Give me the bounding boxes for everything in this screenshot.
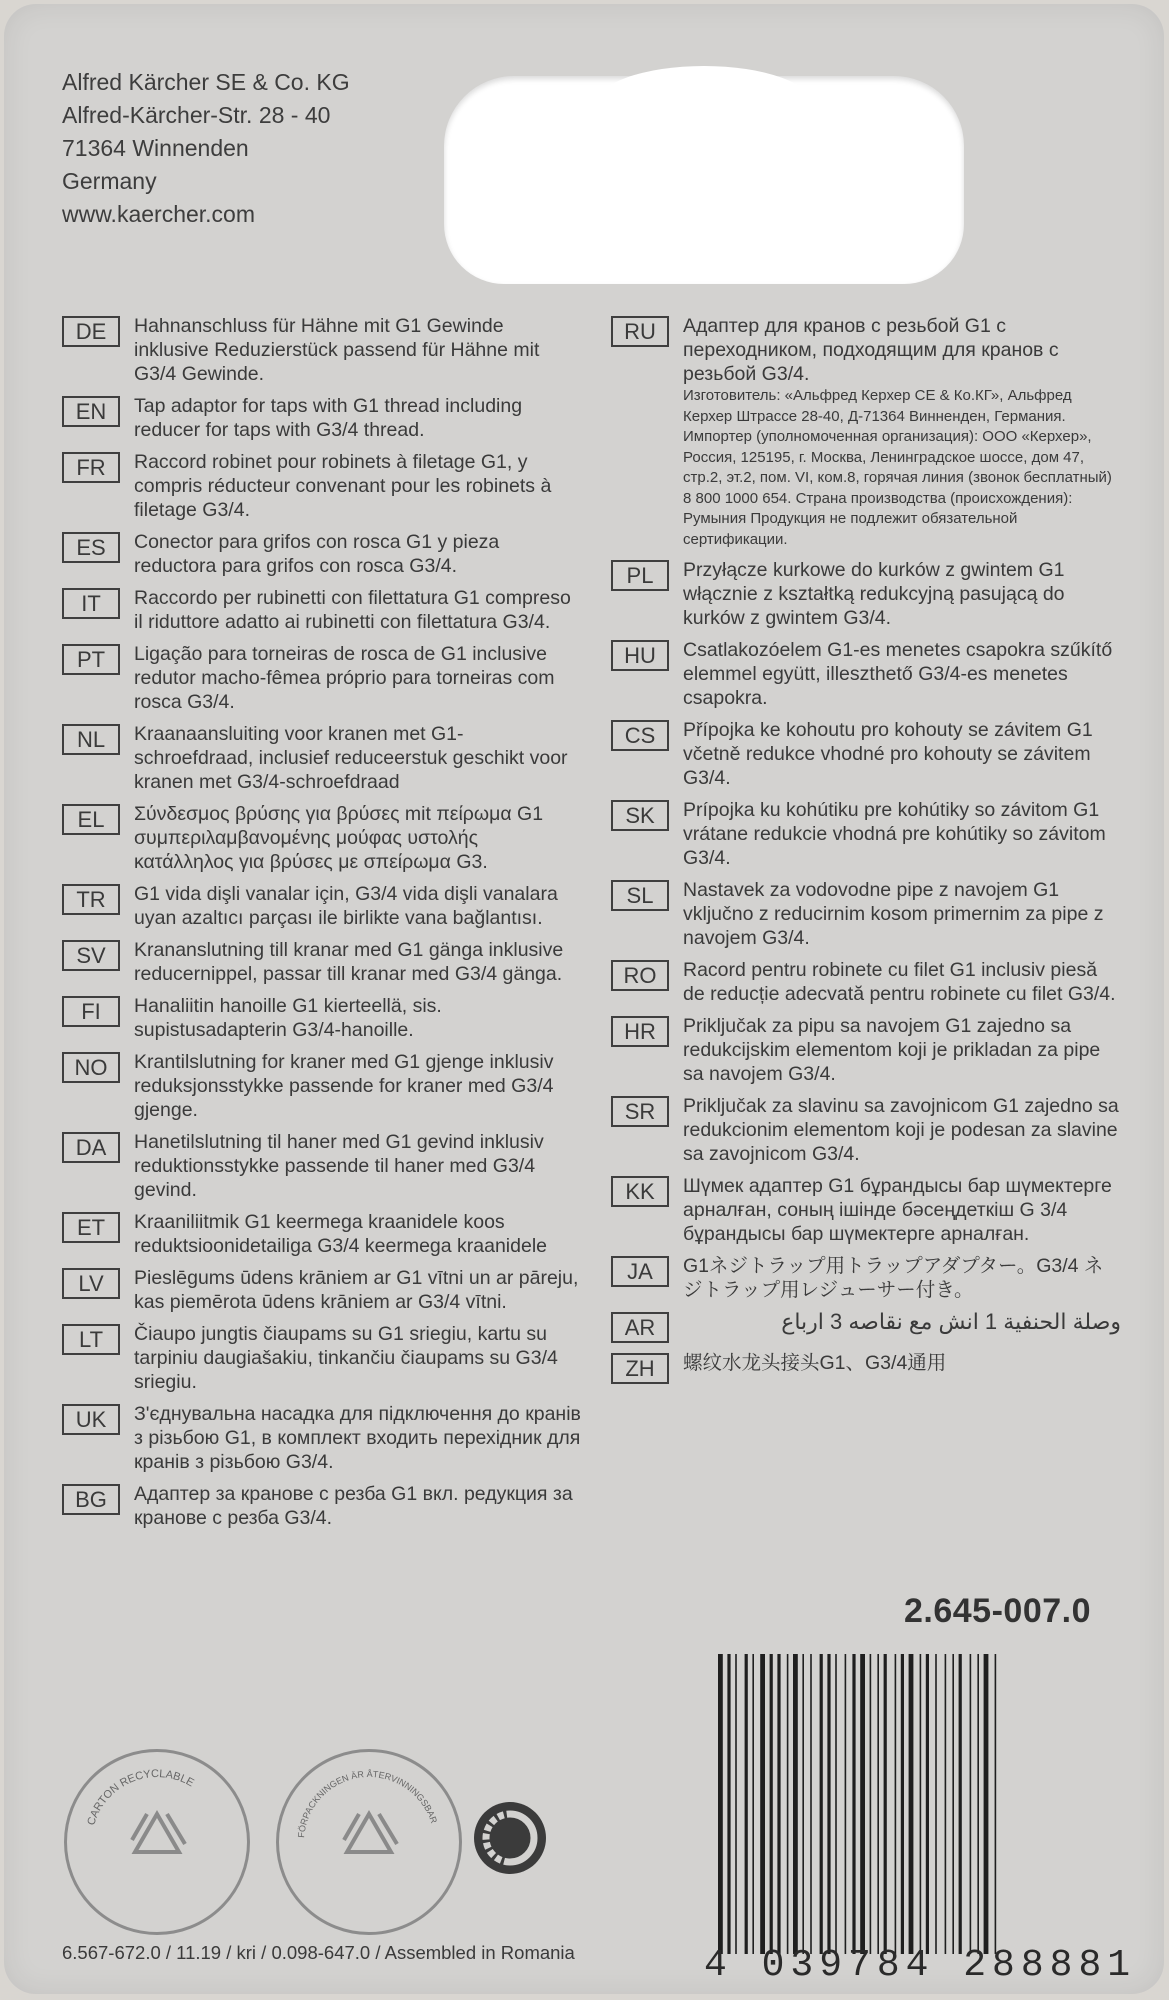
language-text: Racord pentru robinete cu filet G1 inclusiv piesă de reducție adecvată pentru robinete cu filet G3/4. [683,959,1116,1005]
language-entry-fr [62,450,582,522]
language-entry-uk [62,1402,582,1474]
language-code: EN [62,396,120,427]
language-code: AR [611,1312,669,1343]
language-entry-ar [611,1310,1121,1343]
language-entry-tr [62,882,582,930]
language-text: Priključak za slavinu sa zavojnicom G1 zajedno sa redukcionim elementom koji je podesan za slavine sa zavojnicom G3/4. [683,1095,1119,1165]
language-code: SV [62,940,120,971]
barcode-digits: 4 039784 288881 [704,1944,1137,1987]
language-code: ES [62,532,120,563]
right-language-column [611,314,1121,1392]
language-text: Kraaniliitmik G1 keermega kraanidele koos reduktsioonidetailiga G3/4 keermega kraanidele [134,1211,548,1257]
barcode-bar [787,1654,789,1954]
barcode-bar [802,1654,804,1954]
language-code: DA [62,1132,120,1163]
language-text: وصلة الحنفية 1 انش مع نقاصه 3 ارباع [781,1309,1121,1334]
barcode-bar [770,1654,773,1954]
language-code: PL [611,560,669,591]
badge2-text: FÖRPACKNINGEN ÄR ÅTERVINNINGSBAR [296,1768,440,1839]
language-code: EL [62,804,120,835]
language-code: CS [611,720,669,751]
company-name: Alfred Kärcher SE & Co. KG [62,69,350,95]
language-text: Tap adaptor for taps with G1 thread including reducer for taps with G3/4 thread. [134,395,523,441]
language-code: SK [611,800,669,831]
barcode-bar [926,1654,929,1954]
barcode-bar [820,1654,823,1954]
barcode-bar [977,1654,979,1954]
language-entry-sk [611,798,1121,870]
barcode-bar [793,1654,798,1954]
language-code: PT [62,644,120,675]
barcode-bar [760,1654,765,1954]
language-code: NO [62,1052,120,1083]
language-entry-et [62,1210,582,1258]
barcode-bar [752,1654,754,1954]
barcode-bar [860,1654,865,1954]
language-text: Адаптер для кранов с резьбой G1 с переходником, подходящим для кранов с резьбой G3/4. [683,315,1059,385]
barcode-bar [718,1654,723,1954]
website: www.kaercher.com [62,201,256,227]
language-entry-es [62,530,582,578]
language-entry-pt [62,642,582,714]
barcode-bar [895,1654,897,1954]
language-text: З'єднувальна насадка для підключення до кранів з різьбою G1, в комплект входить перехідник для кранів з різьбою G3/4. [134,1403,581,1473]
barcode-bar [909,1654,914,1954]
barcode-bar [877,1654,879,1954]
language-text: Σύνδεσμος βρύσης για βρύσες mit πείρωμα G1 συμπεριλαμβανομένης μούφας υστολής κατάλληλος για βρύσες με σπείρωμα G3. [134,803,544,873]
footer-line: 6.567-672.0 / 11.19 / kri / 0.098-647.0 / Assembled in Romania [62,1942,575,1963]
language-entry-lv [62,1266,582,1314]
barcode-bar [995,1654,997,1954]
language-entry-ja [611,1254,1121,1302]
language-text: Conector para grifos con rosca G1 y pieza reductora para grifos con rosca G3/4. [134,531,500,577]
language-text: Priključak za pipu sa navojem G1 zajedno sa redukcijskim elementom koji je prikladan za pipe sa navojem G3/4. [683,1015,1101,1085]
language-code: HR [611,1016,669,1047]
language-entry-hr [611,1014,1121,1086]
language-entry-sl [611,878,1121,950]
barcode-bar [959,1654,962,1954]
language-entry-pl [611,558,1121,630]
language-entry-it [62,586,582,634]
language-code: ZH [611,1353,669,1384]
language-text: Pieslēgums ūdens krāniem ar G1 vītni un ar pāreju, kas piemērota ūdens krāniem ar G3/4 vītni. [134,1267,579,1313]
language-code: IT [62,588,120,619]
recycle-icon [64,1749,250,1935]
barcode-bar [870,1654,872,1954]
language-code: TR [62,884,120,915]
language-code: FI [62,996,120,1027]
barcode-bar [852,1654,855,1954]
language-text: Nastavek za vodovodne pipe z navojem G1 vključno z reducirnim kosom primernim za pipe z navojem G3/4. [683,879,1104,949]
language-entry-cs [611,718,1121,790]
language-code: SL [611,880,669,911]
language-code: ET [62,1212,120,1243]
language-entry-bg [62,1482,582,1530]
language-entry-de [62,314,582,386]
language-entry-kk [611,1174,1121,1246]
language-entry-nl [62,722,582,794]
city: 71364 Winnenden [62,135,249,161]
language-text: Ligação para torneiras de rosca de G1 inclusive redutor macho-fêmea próprio para torneiras com rosca G3/4. [134,643,555,713]
barcode-bar [777,1654,780,1954]
language-text: Krantilslutning for kraner med G1 gjenge inklusiv reduksjonsstykke passende for kraner med G3/4 gjenge. [134,1051,554,1121]
barcode-bar [884,1654,887,1954]
barcode-bar [727,1654,730,1954]
language-code: FR [62,452,120,483]
language-entry-sv [62,938,582,986]
barcode-bar [935,1654,937,1954]
language-entry-no [62,1050,582,1122]
language-text: Přípojka ke kohoutu pro kohouty se závitem G1 včetně redukce vhodné pro kohouty se závitem G3/4. [683,719,1093,789]
svg-text:CARTON RECYCLABLE [85,1768,196,1827]
barcode-bar [827,1654,830,1954]
language-entry-ru [611,314,1121,550]
language-entry-hu [611,638,1121,710]
language-text: Hanaliitin hanoille G1 kierteellä, sis. supistusadapterin G3/4-hanoille. [134,995,442,1041]
barcode-bar [735,1654,737,1954]
language-entry-fi [62,994,582,1042]
language-text: Hahnanschluss für Hähne mit G1 Gewinde inklusive Reduzierstück passend für Hähne mit G3/4 Gewinde. [134,315,540,385]
language-code: RU [611,316,669,347]
language-code: UK [62,1404,120,1435]
language-entry-da [62,1130,582,1202]
language-code: RO [611,960,669,991]
language-entry-en [62,394,582,442]
barcode-bar [901,1654,904,1954]
language-code: LV [62,1268,120,1299]
part-number: 2.645-007.0 [904,1592,1091,1630]
packaging-card [4,4,1164,1994]
left-language-column [62,314,582,1538]
hang-hole [444,76,964,284]
language-text: Čiaupo jungtis čiaupams su G1 sriegiu, kartu su tarpiniu daugiašakiu, tinkančiu čiaupams su G3/4 sriegiu. [134,1323,558,1393]
barcode-bar [745,1654,748,1954]
recycle-icon [276,1749,462,1935]
language-entry-lt [62,1322,582,1394]
language-text: G1ネジトラップ用トラップアダプター。G3/4 ネジトラップ用レジューサー付き。 [683,1255,1104,1301]
barcode-bar [952,1654,954,1954]
barcode-bar [835,1654,837,1954]
language-text: 螺纹水龙头接头G1、G3/4通用 [683,1352,947,1374]
language-code: KK [611,1176,669,1207]
country: Germany [62,168,157,194]
language-text: Адаптер за кранове с резба G1 вкл. редукция за кранове с резба G3/4. [134,1483,573,1529]
language-code: BG [62,1484,120,1515]
barcode-bar [845,1654,847,1954]
language-text: Krananslutning till kranar med G1 gänga inklusive reducernippel, passar till kranar med G3/4 gänga. [134,939,564,985]
language-text: G1 vida dişli vanalar için, G3/4 vida dişli vanalara uyan azaltıcı parçası ile birlikte vana bağlantısı. [134,883,558,929]
language-code: SR [611,1096,669,1127]
language-code: NL [62,724,120,755]
language-code: JA [611,1256,669,1287]
language-text: Kraanaansluiting voor kranen met G1-schroefdraad, inclusief reduceerstuk geschikt voor kranen met G3/4-schroefdraad [134,723,568,793]
language-entry-el [62,802,582,874]
language-entry-sr [611,1094,1121,1166]
barcode-bar [984,1654,989,1954]
language-code: LT [62,1324,120,1355]
ru-importer-text: Изготовитель: «Альфред Керхер СЕ & Ко.КГ», Альфред Керхер Штрассе 28-40, Д-71364 Винненден, Германия. Импортер (уполномоченная организация): ООО «Керхер», Россия, 125195, г. Москва, Ленинградское шоссе, дом 47, стр.2, эт.2, пом. VI, ком.8, горячая линия (звонок бесплатный) 8 800 1000 654. Страна производства (происхождения): Румыния Продукция не подлежит обязательной сертификации. [683,387,1112,548]
language-text: Przyłącze kurkowe do kurków z gwintem G1 włącznie z kształtką redukcyjną pasującą do kurków z gwintem G3/4. [683,559,1065,629]
barcode-bar [945,1654,947,1954]
language-code: HU [611,640,669,671]
green-dot-icon [474,1802,546,1874]
svg-text:FÖRPACKNINGEN ÄR ÅTERVINNINGSB [296,1769,439,1838]
badge1-text: CARTON RECYCLABLE [85,1767,196,1827]
barcode-bar [920,1654,922,1954]
language-text: Raccord robinet pour robinets à filetage G1, y compris réducteur convenant pour les robinets à filetage G3/4. [134,451,552,521]
language-text: Hanetilslutning til haner med G1 gevind inklusiv reduktionsstykke passende til haner med G3/4 gevind. [134,1131,544,1201]
language-text: Шүмек адаптер G1 бұрандысы бар шүмектерге арналған, соның ішінде бәсеңдеткіш G 3/4 бұрандысы бар шүмектерге арналған. [683,1175,1112,1245]
language-entry-zh [611,1351,1121,1384]
language-text: Csatlakozóelem G1-es menetes csapokra szűkítő elemmel együtt, illeszthető G3/4-es menetes csapokra. [683,639,1113,709]
barcode-icon [714,1654,1114,1954]
barcode-bar [970,1654,972,1954]
language-text: Raccordo per rubinetti con filettatura G1 compreso il riduttore adatto ai rubinetti con filettatura G3/4. [134,587,571,633]
barcode-bar [810,1654,812,1954]
manufacturer-address [62,66,350,231]
language-code: DE [62,316,120,347]
street: Alfred-Kärcher-Str. 28 - 40 [62,102,331,128]
language-entry-ro [611,958,1121,1006]
language-text: Prípojka ku kohútiku pre kohútiky so závitom G1 vrátane redukcie vhodná pre kohútiky so závitom G3/4. [683,799,1106,869]
